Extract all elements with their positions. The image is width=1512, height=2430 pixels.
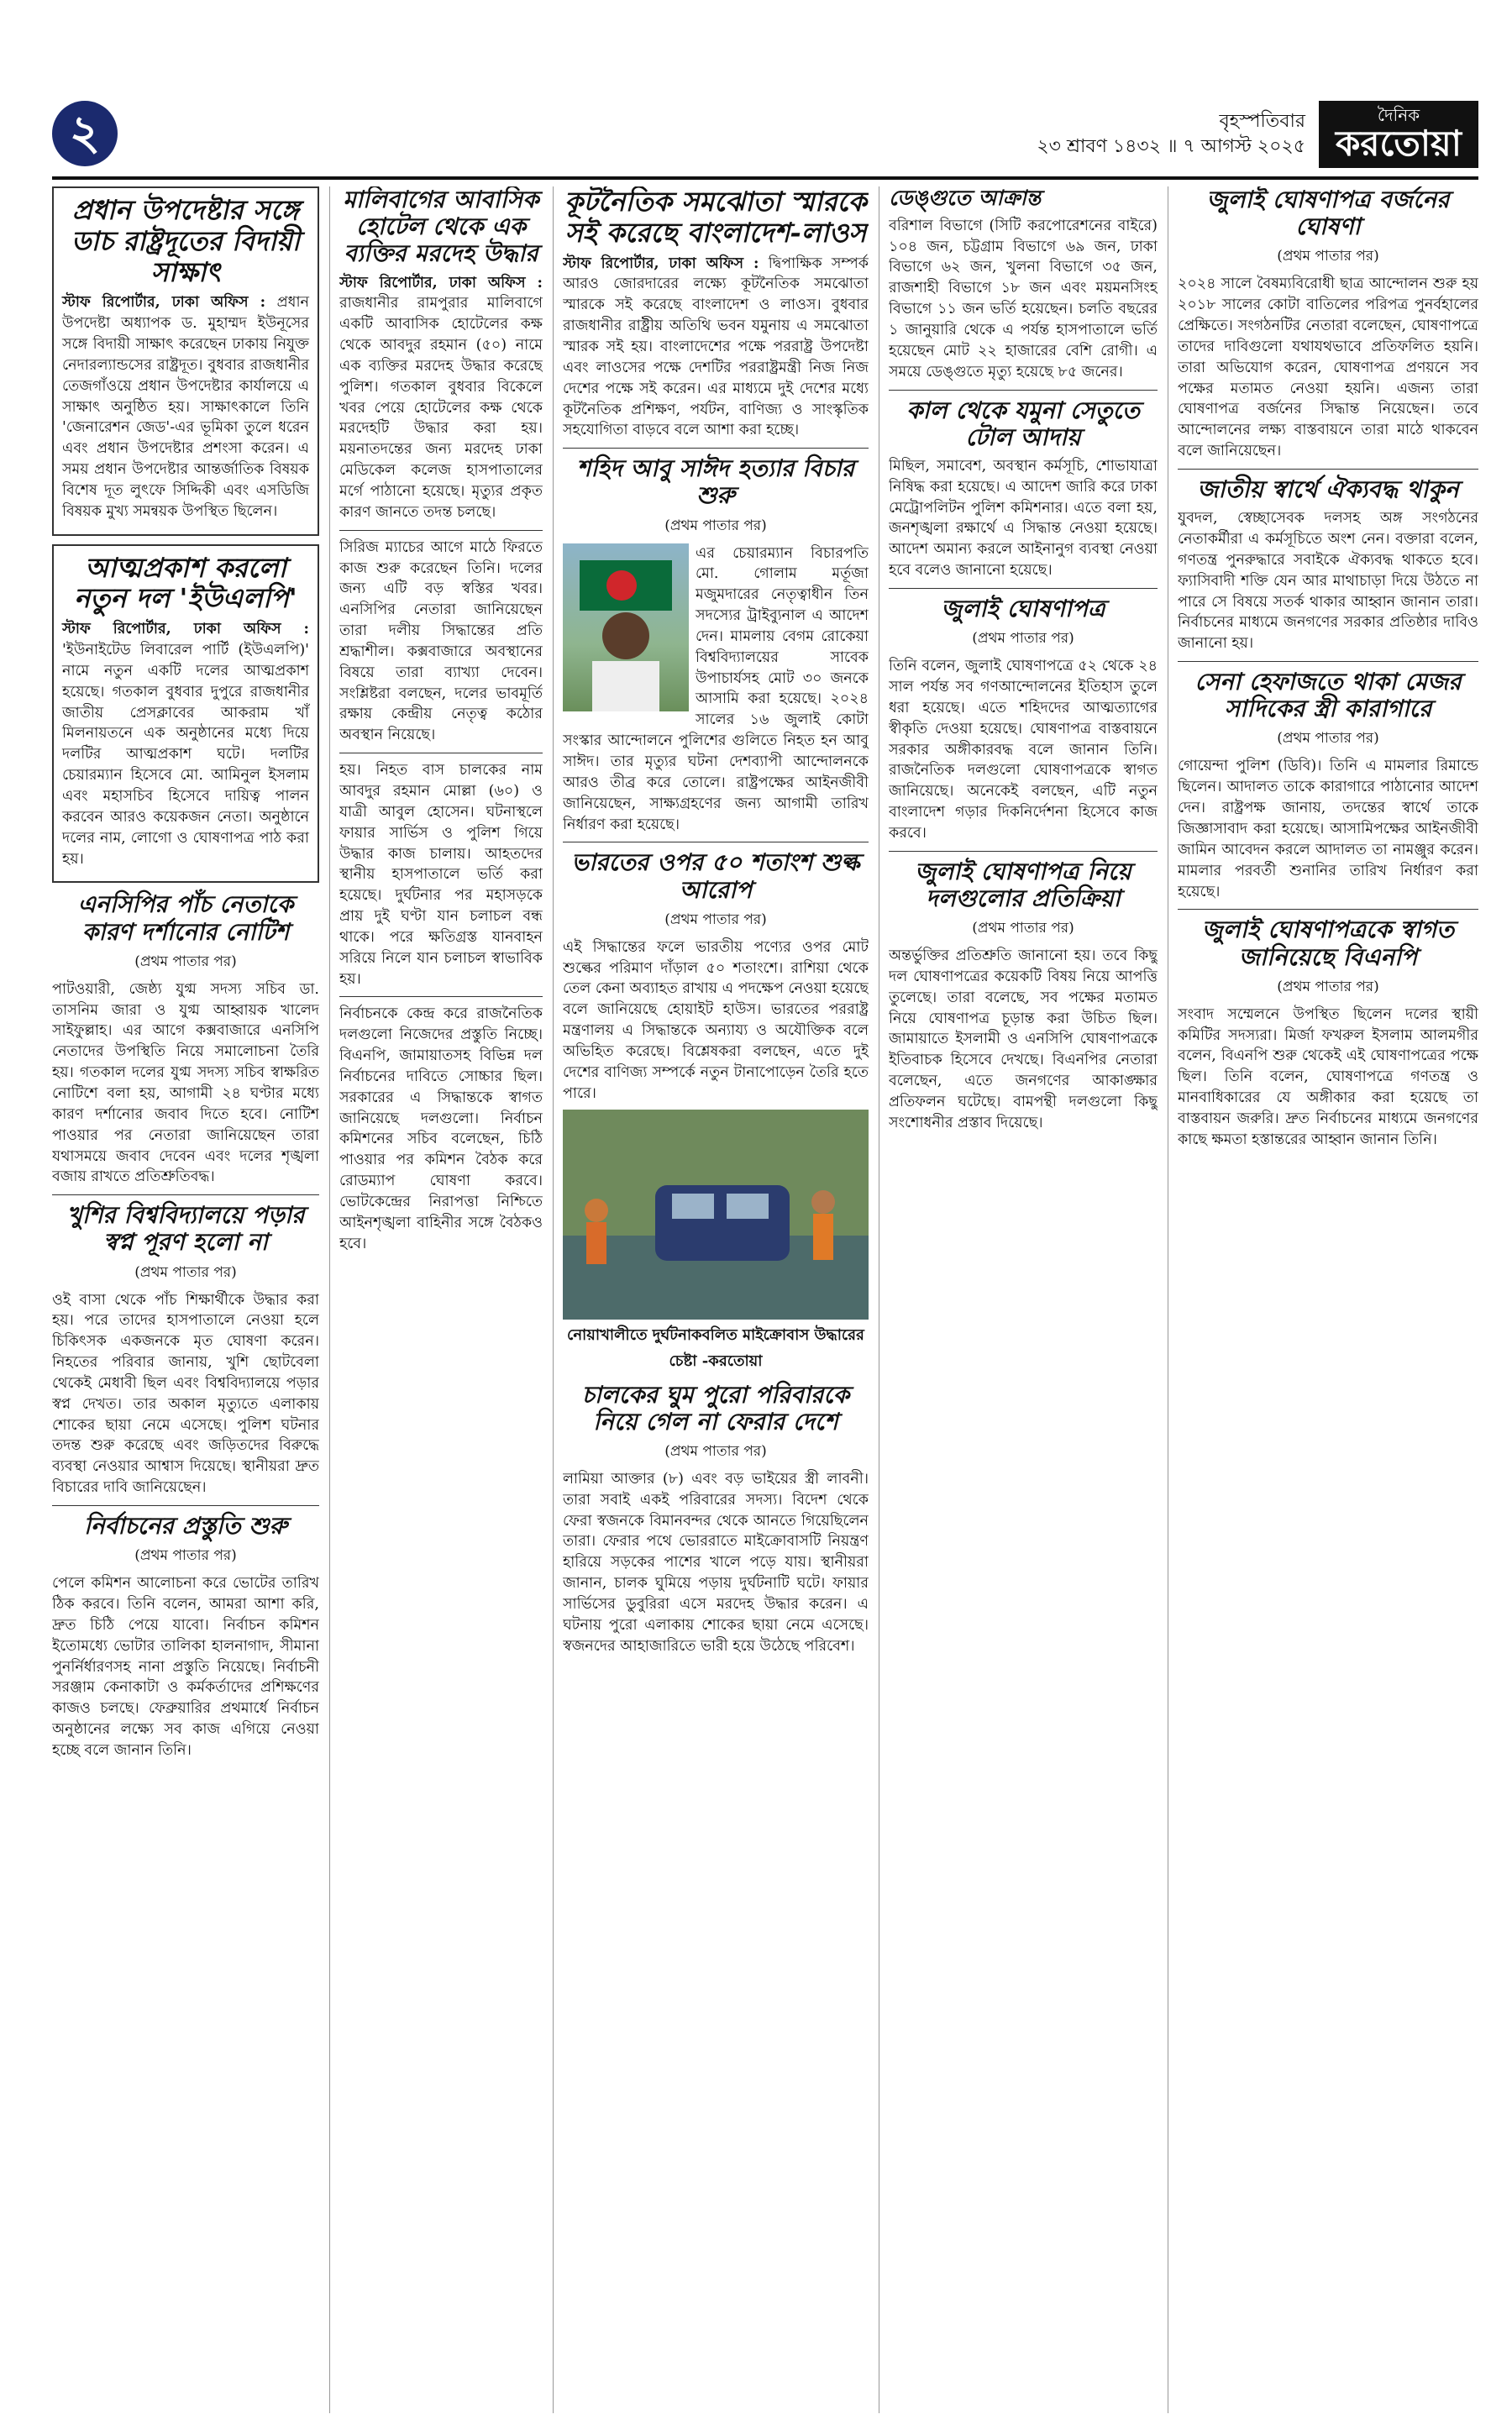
continuation-label: (প্রথম পাতার পর) bbox=[1277, 978, 1379, 995]
article-text: মিছিল, সমাবেশ, অবস্থান কর্মসূচি, শোভাযাত্রা নিষিদ্ধ করা হয়েছে। এ আদেশ জারি করে ঢাকা মেট্রোপলিটন পুলিশ কমিশনার। এতে বলা হয়, জনশৃঙ্খলা রক্ষার্থে এ সিদ্ধান্ত নেওয়া হয়েছে। আদেশ অমান্য করলে আইনানুগ ব্যবস্থা নেওয়া হবে বলেও জানানো হয়েছে। bbox=[889, 457, 1158, 580]
divider bbox=[1178, 909, 1478, 910]
article-text: পাটওয়ারী, জেষ্ঠ্য যুগ্ম সদস্য সচিব ডা. তাসনিম জারা ও যুগ্ম আহ্বায়ক খালেদ সাইফুল্লাহ। এর আগে কক্সবাজারে এনসিপি নেতাদের উপস্থিতি নিয়ে সমালোচনা তৈরি হয়। গতকাল দলের যুগ্ম সদস্য সচিব স্বাক্ষরিত নোটিশে বলা হয়, আগামী ২৪ ঘণ্টার মধ্যে কারণ দর্শানোর জবাব দিতে হবে। নোটিশ পাওয়ার পর নেতারা জানিয়েছেন তারা যথাসময়ে জবাব দেবেন এবং দলের শৃঙ্খলা বজায় রাখতে প্রতিশ্রুতিবদ্ধ। bbox=[52, 980, 319, 1186]
issue-date-text: ২৩ শ্রাবণ ১৪৩২ ॥ ৭ আগস্ট ২০২৫ bbox=[1037, 136, 1305, 157]
headline: জুলাই ঘোষণাপত্র বর্জনের ঘোষণা bbox=[1206, 186, 1450, 241]
article-text: সিরিজ ম্যাচের আগে মাঠে ফিরতে কাজ শুরু করেছেন তিনি। দলের জন্য এটি বড় স্বস্তির খবর। এনসিপির নেতারা জানিয়েছেন তারা দলীয় সিদ্ধান্তের প্রতি শ্রদ্ধাশীল। কক্সবাজারে অবস্থানের বিষয়ে তারা ব্যাখ্যা দেবেন। সংশ্লিষ্টরা বলছেন, দলের ভাবমূর্তি রক্ষায় কেন্দ্রীয় নেতৃত্ব কঠোর অবস্থান নিয়েছে। bbox=[339, 538, 543, 744]
article-body bbox=[563, 254, 869, 442]
article-text: লামিয়া আক্তার (৮) এবং বড় ভাইয়ের স্ত্রী লাবনী। তারা সবাই একই পরিবারের সদস্য। বিদেশ থেকে ফেরা স্বজনকে বিমানবন্দর থেকে আনতে গিয়েছিলেন তারা। ফেরার পথে ভোররাতে মাইক্রোবাসটি নিয়ন্ত্রণ হারিয়ে সড়কের পাশের খালে পড়ে যায়। স্থানীয়রা জানান, চালক ঘুমিয়ে পড়ায় দুর্ঘটনাটি ঘটে। ফায়ার সার্ভিসের ডুবুরিরা এসে মরদেহ উদ্ধার করেন। এ ঘটনায় পুরো এলাকায় শোকের ছায়া নেমে এসেছে। স্বজনদের আহাজারিতে ভারী হয়ে উঠেছে পরিবেশ। bbox=[563, 1470, 869, 1655]
article bbox=[889, 186, 1158, 383]
article-text: যুবদল, স্বেচ্ছাসেবক দলসহ অঙ্গ সংগঠনের নেতাকর্মীরা এ কর্মসূচিতে অংশ নেন। বক্তারা বলেন, গণতন্ত্র পুনরুদ্ধারে সবাইকে ঐক্যবদ্ধ থাকতে হবে। ফ্যাসিবাদী শক্তি যেন আর মাথাচাড়া দিয়ে উঠতে না পারে সে বিষয়ে সতর্ক থাকার আহ্বান জানান তারা। নির্বাচনের মাধ্যমে জনগণের সরকার প্রতিষ্ঠার দাবিও জানানো হয়। bbox=[1178, 510, 1478, 653]
continuation-label: (প্রথম পাতার পর) bbox=[134, 953, 237, 970]
headline: প্রধান উপদেষ্টার সঙ্গে ডাচ রাষ্ট্রদূতের বিদায়ী সাক্ষাৎ bbox=[71, 194, 300, 288]
article bbox=[1178, 916, 1478, 1150]
headline: জুলাই ঘোষণাপত্র নিয়ে দলগুলোর প্রতিক্রিয়া bbox=[915, 857, 1131, 912]
article-text: দ্বিপাক্ষিক সম্পর্ক আরও জোরদারের লক্ষ্যে কূটনৈতিক সমঝোতা স্মারকে সই করেছে বাংলাদেশ ও লাওস। বুধবার রাজধানীর রাষ্ট্রীয় অতিথি ভবন যমুনায় এ সমঝোতা স্মারক সই হয়। বাংলাদেশের পক্ষে পররাষ্ট্র উপদেষ্টা এবং লাওসের পক্ষে দেশটির পররাষ্ট্রমন্ত্রী নিজ নিজ দেশের পক্ষে সই করেন। এর মাধ্যমে দুই দেশের মধ্যে কূটনৈতিক প্রশিক্ষণ, পর্যটন, বাণিজ্য ও সাংস্কৃতিক সহযোগিতা বাড়বে বলে আশা করা হচ্ছে। bbox=[563, 255, 869, 439]
article bbox=[1178, 669, 1478, 902]
continuation-label: (প্রথম পাতার পর) bbox=[664, 1442, 767, 1460]
article bbox=[52, 1202, 319, 1498]
divider bbox=[339, 530, 543, 531]
article bbox=[563, 186, 869, 441]
divider bbox=[889, 390, 1158, 391]
page-number-badge: ২ bbox=[52, 101, 118, 166]
article-text: প্রধান উপদেষ্টা অধ্যাপক ড. মুহাম্মদ ইউনূসের সঙ্গে বিদায়ী সাক্ষাৎ করেছেন ঢাকায় নিযুক্ত নেদারল্যান্ডসের রাষ্ট্রদূত। বুধবার রাজধানীর তেজগাঁওয়ে প্রধান উপদেষ্টার কার্যালয়ে এ সাক্ষাৎ অনুষ্ঠিত হয়। সাক্ষাৎকালে তিনি 'জেনারেশন জেড'-এর ভূমিকা তুলে ধরেন এবং প্রধান উপদেষ্টার প্রশংসা করেন। এ সময় প্রধান উপদেষ্টার আন্তর্জাতিক বিষয়ক বিশেষ দূত লুৎফে সিদ্দিকী এবং এসডিজি বিষয়ক মুখ্য সমন্বয়ক উপস্থিত ছিলেন। bbox=[62, 294, 309, 520]
article-text: তিনি বলেন, জুলাই ঘোষণাপত্রে ৫২ থেকে ২৪ সাল পর্যন্ত সব গণআন্দোলনের ইতিহাস তুলে ধরা হয়েছে। এতে শহিদদের আত্মত্যাগের স্বীকৃতি দেওয়া হয়েছে। ঘোষণাপত্র বাস্তবায়নে সরকার অঙ্গীকারবদ্ধ বলে জানান তিনি। রাজনৈতিক দলগুলো ঘোষণাপত্রকে স্বাগত জানিয়েছে। অনেকেই বলছেন, এটি নতুন বাংলাদেশ গড়ার দিকনির্দেশনা হিসেবে কাজ করবে। bbox=[889, 658, 1158, 842]
article-text: ওই বাসা থেকে পাঁচ শিক্ষার্থীকে উদ্ধার করা হয়। পরে তাদের হাসপাতালে নেওয়া হলে চিকিৎসক একজনকে মৃত ঘোষণা করেন। নিহতের পরিবার জানায়, খুশি ছোটবেলা থেকেই মেধাবী ছিল এবং বিশ্ববিদ্যালয়ে পড়ার স্বপ্ন দেখত। তার অকাল মৃত্যুতে এলাকায় শোকের ছায়া নেমে এসেছে। পুলিশ ঘটনার তদন্ত শুরু করেছে এবং জড়িতদের বিরুদ্ধে ব্যবস্থা নেওয়ার আশ্বাস দিয়েছে। স্থানীয়রা দ্রুত বিচারের দাবি জানিয়েছেন। bbox=[52, 1291, 319, 1497]
continuation-label: (প্রথম পাতার পর) bbox=[972, 630, 1074, 648]
continuation-label: (প্রথম পাতার পর) bbox=[664, 517, 767, 534]
accident-photo bbox=[563, 1110, 869, 1320]
article-text: এই সিদ্ধান্তের ফলে ভারতীয় পণ্যের ওপর মোট শুল্কের পরিমাণ দাঁড়াল ৫০ শতাংশে। রাশিয়া থেকে তেল কেনা অব্যাহত রাখায় এ পদক্ষেপ নেওয়া হয়েছে বলে জানিয়েছে হোয়াইট হাউস। ভারতের পররাষ্ট্র মন্ত্রণালয় এ সিদ্ধান্তকে অন্যায্য ও অযৌক্তিক বলে অভিহিত করেছে। বিশ্লেষকরা বলছেন, এতে দুই দেশের বাণিজ্য সম্পর্কে নতুন টানাপোড়েন তৈরি হতে পারে। bbox=[563, 938, 869, 1102]
headline: সেনা হেফাজতে থাকা মেজর সাদিকের স্ত্রী কারাগারে bbox=[1194, 668, 1462, 723]
article bbox=[52, 1513, 319, 1761]
newspaper-logo bbox=[1319, 101, 1478, 168]
headline: জাতীয় স্বার্থে ঐক্যবদ্ধ থাকুন bbox=[1197, 475, 1459, 503]
divider bbox=[889, 851, 1158, 852]
issue-date bbox=[1037, 109, 1305, 160]
column-3 bbox=[563, 186, 869, 2412]
logo-title: করতোয়া bbox=[1336, 123, 1462, 164]
article-body bbox=[62, 292, 309, 522]
divider bbox=[52, 1505, 319, 1506]
column-4 bbox=[889, 186, 1158, 2412]
article bbox=[889, 397, 1158, 581]
article bbox=[563, 455, 869, 835]
headline: খুশির বিশ্ববিদ্যালয়ে পড়ার স্বপ্ন পূরণ হলো না bbox=[66, 1201, 305, 1257]
logo-small-text: দৈনিক bbox=[1377, 105, 1420, 125]
article bbox=[339, 186, 543, 523]
article bbox=[52, 186, 319, 536]
divider bbox=[889, 588, 1158, 589]
divider bbox=[1178, 469, 1478, 470]
article-text: হয়। নিহত বাস চালকের নাম আবদুর রহমান মোল্লা (৬০) ও যাত্রী আবুল হোসেন। ঘটনাস্থলে ফায়ার সার্ভিস ও পুলিশ গিয়ে উদ্ধার কাজ চালায়। আহতদের স্থানীয় হাসপাতালে ভর্তি করা হয়েছে। দুর্ঘটনার পর মহাসড়কে প্রায় দুই ঘণ্টা যান চলাচল বন্ধ থাকে। পরে ক্ষতিগ্রস্ত যানবাহন সরিয়ে নিলে যান চলাচল স্বাভাবিক হয়। bbox=[339, 762, 543, 988]
person-photo-illustration bbox=[563, 543, 689, 711]
continuation-label: (প্রথম পাতার পর) bbox=[664, 911, 767, 928]
headline: চালকের ঘুম পুরো পরিবারকে নিয়ে গেল না ফেরার দেশে bbox=[581, 1380, 850, 1435]
article bbox=[1178, 476, 1478, 654]
divider bbox=[52, 1194, 319, 1195]
article bbox=[52, 891, 319, 1188]
headline: ডেঙ্গুতে আক্রান্ত bbox=[889, 186, 1042, 210]
article bbox=[563, 1382, 869, 1657]
column-1 bbox=[52, 186, 319, 2412]
continuation-label: (প্রথম পাতার পর) bbox=[134, 1547, 237, 1565]
byline: স্টাফ রিপোর্টার, ঢাকা অফিস : bbox=[339, 274, 543, 291]
headline: নির্বাচনের প্রস্তুতি শুরু bbox=[83, 1512, 288, 1540]
divider bbox=[339, 996, 543, 997]
article-text: এর চেয়ারম্যান বিচারপতি মো. গোলাম মর্তূজা মজুমদারের নেতৃত্বাধীন তিন সদস্যের ট্রাইব্যুনাল এ আদেশ দেন। মামলায় বেগম রোকেয়া বিশ্ববিদ্যালয়ের সাবেক উপাচার্যসহ মোট ৩০ জনকে আসামি করা হয়েছে। ২০২৪ সালের ১৬ জুলাই কোটা সংস্কার আন্দোলনে পুলিশের গুলিতে নিহত হন আবু সাঈদ। তার মৃত্যুর ঘটনা দেশব্যাপী আন্দোলনকে আরও তীব্র করে তোলে। রাষ্ট্রপক্ষের আইনজীবী জানিয়েছেন, সাক্ষ্যগ্রহণের জন্য আগামী তারিখ নির্ধারণ করা হয়েছে। bbox=[563, 544, 869, 833]
article bbox=[563, 849, 869, 1104]
headline: জুলাই ঘোষণাপত্র bbox=[941, 594, 1105, 622]
article bbox=[889, 596, 1158, 844]
byline: স্টাফ রিপোর্টার, ঢাকা অফিস : bbox=[563, 255, 759, 272]
article bbox=[52, 544, 319, 884]
column-5 bbox=[1178, 186, 1478, 2412]
masthead-right bbox=[1037, 101, 1478, 168]
article-body bbox=[339, 273, 543, 523]
article bbox=[889, 858, 1158, 1134]
article-text: পেলে কমিশন আলোচনা করে ভোটের তারিখ ঠিক করবে। তিনি বলেন, আমরা আশা করি, দ্রুত চিঠি পেয়ে যাবো। নির্বাচন কমিশন ইতোমধ্যে ভোটার তালিকা হালনাগাদ, সীমানা পুনর্নির্ধারণসহ নানা প্রস্তুতি নিয়েছে। নির্বাচনী সরঞ্জাম কেনাকাটা ও কর্মকর্তাদের প্রশিক্ষণের কাজও চলছে। ফেব্রুয়ারির প্রথমার্ধে নির্বাচন অনুষ্ঠানের লক্ষ্যে সব কাজ এগিয়ে নেওয়া হচ্ছে বলে জানান তিনি। bbox=[52, 1575, 319, 1759]
accident-photo-illustration bbox=[563, 1110, 869, 1320]
headline: শহিদ আবু সাঈদ হত্যার বিচার শুরু bbox=[576, 454, 855, 510]
article-text: 'ইউনাইটেড লিবারেল পার্টি (ইউএলপি)' নামে নতুন একটি দলের আত্মপ্রকাশ হয়েছে। গতকাল বুধবার দুপুরে রাজধানীর জাতীয় প্রেসক্লাবের আকরাম খাঁ মিলনায়তনে এক অনুষ্ঠানের মধ্যে দিয়ে দলটির আত্মপ্রকাশ ঘটে। দলটির চেয়ারম্যান হিসেবে মো. আমিনুল ইসলাম এবং মহাসচিব হিসেবে দায়িত্ব পালন করবেন আরও কয়েকজন নেতা। অনুষ্ঠানে দলের নাম, লোগো ও ঘোষণাপত্র পাঠ করা হয়। bbox=[62, 642, 309, 868]
headline: কূটনৈতিক সমঝোতা স্মারকে সই করেছে বাংলাদেশ-লাওস bbox=[564, 186, 867, 249]
article-text: রাজধানীর রামপুরার মালিবাগে একটি আবাসিক হোটেলের কক্ষ থেকে আবদুর রহমান (৫০) নামে এক ব্যক্তির মরদেহ উদ্ধার করেছে পুলিশ। গতকাল বুধবার বিকেলে খবর পেয়ে হোটেলের কক্ষ থেকে মরদেহটি উদ্ধার করা হয়। ময়নাতদন্তের জন্য মরদেহ ঢাকা মেডিকেল কলেজ হাসপাতালের মর্গে পাঠানো হয়েছে। মৃত্যুর প্রকৃত কারণ জানতে তদন্ত চলছে। bbox=[339, 295, 543, 521]
headline: জুলাই ঘোষণাপত্রকে স্বাগত জানিয়েছে বিএনপি bbox=[1201, 916, 1455, 971]
continuation-label: (প্রথম পাতার পর) bbox=[1277, 248, 1379, 265]
article bbox=[1178, 186, 1478, 462]
column-divider bbox=[329, 186, 330, 2413]
divider bbox=[1178, 661, 1478, 662]
headline: কাল থেকে যমুনা সেতুতে টোল আদায় bbox=[906, 396, 1140, 451]
article-text: নির্বাচনকে কেন্দ্র করে রাজনৈতিক দলগুলো নিজেদের প্রস্তুতি নিচ্ছে। বিএনপি, জামায়াতসহ বিভিন্ন দল নির্বাচনের দাবিতে সোচ্চার ছিল। সরকারের এ সিদ্ধান্তকে স্বাগত জানিয়েছে দলগুলো। নির্বাচন কমিশনের সচিব বলেছেন, চিঠি পাওয়ার পর কমিশন বৈঠক করে রোডম্যাপ ঘোষণা করবে। ভোটকেন্দ্রের নিরাপত্তা নিশ্চিতে আইনশৃঙ্খলা বাহিনীর সঙ্গে বৈঠকও হবে। bbox=[339, 1005, 543, 1252]
continuation-label: (প্রথম পাতার পর) bbox=[1277, 730, 1379, 748]
headline: আত্মপ্রকাশ করলো নতুন দল 'ইউএলপি' bbox=[74, 551, 297, 615]
masthead bbox=[0, 0, 1512, 164]
divider bbox=[563, 448, 869, 449]
portrait-photo bbox=[563, 543, 689, 711]
masthead-rule bbox=[52, 176, 1478, 180]
headline: মালিবাগের আবাসিক হোটেল থেকে এক ব্যক্তির মরদেহ উদ্ধার bbox=[343, 186, 539, 268]
article-text: বরিশাল বিভাগে (সিটি করপোরেশনের বাইরে) ১০৪ জন, চট্টগ্রাম বিভাগে ৬৯ জন, ঢাকা বিভাগে ৬২ জন, খুলনা বিভাগে ৩৫ জন, রাজশাহী বিভাগে ১৮ জন এবং ময়মনসিংহ বিভাগে ১১ জন ভর্তি হয়েছেন। চলতি বছরের ১ জানুয়ারি থেকে এ পর্যন্ত হাসপাতালে ভর্তি হয়েছেন মোট ২২ হাজারের বেশি রোগী। এ সময়ে ডেঙ্গুতে মৃত্যু হয়েছে ৮৫ জনের। bbox=[889, 217, 1158, 381]
article-text: সংবাদ সম্মেলনে উপস্থিত ছিলেন দলের স্থায়ী কমিটির সদস্যরা। মির্জা ফখরুল ইসলাম আলমগীর বলেন, বিএনপি শুরু থেকেই এই ঘোষণাপত্রের পক্ষে ছিল। তিনি বলেন, ঘোষণাপত্রে গণতন্ত্র ও মানবাধিকারের যে অঙ্গীকার করা হয়েছে তা বাস্তবায়ন জরুরি। দ্রুত নির্বাচনের মাধ্যমে জনগণের কাছে ক্ষমতা হস্তান্তরের আহ্বান জানান তিনি। bbox=[1178, 1005, 1478, 1148]
column-2 bbox=[339, 186, 543, 2412]
continuation-label: (প্রথম পাতার পর) bbox=[972, 920, 1074, 937]
issue-day: বৃহস্পতিবার bbox=[1219, 111, 1305, 132]
continuation-label: (প্রথম পাতার পর) bbox=[134, 1263, 237, 1281]
byline: স্টাফ রিপোর্টার, ঢাকা অফিস : bbox=[62, 294, 266, 312]
headline: এনসিপির পাঁচ নেতাকে কারণ দর্শানোর নোটিশ bbox=[77, 890, 294, 946]
headline: ভারতের ওপর ৫০ শতাংশ শুল্ক আরোপ bbox=[571, 848, 860, 904]
article-text: অন্তর্ভুক্তির প্রতিশ্রুতি জানানো হয়। তবে কিছু দল ঘোষণাপত্রের কয়েকটি বিষয় নিয়ে আপত্তি তুলেছে। তারা বলেছে, সব পক্ষের মতামত নিয়ে ঘোষণাপত্র চূড়ান্ত করা উচিত ছিল। জামায়াতে ইসলামী ও এনসিপি ঘোষণাপত্রকে ইতিবাচক হিসেবে দেখছে। বিএনপির নেতারা বলেছেন, এতে জনগণের আকাঙ্ক্ষার প্রতিফলন ঘটেছে। বামপন্থী দলগুলো কিছু সংশোধনীর প্রস্তাব দিয়েছে। bbox=[889, 947, 1158, 1131]
byline: স্টাফ রিপোর্টার, ঢাকা অফিস : bbox=[62, 621, 309, 638]
column-divider bbox=[553, 186, 554, 2413]
photo-caption: নোয়াখালীতে দুর্ঘটনাকবলিত মাইক্রোবাস উদ্ধারের চেষ্টা -করতোয়া bbox=[567, 1325, 864, 1370]
article-text: গোয়েন্দা পুলিশ (ডিবি)। তিনি এ মামলার রিমান্ডে ছিলেন। আদালত তাকে কারাগারে পাঠানোর আদেশ দেন। রাষ্ট্রপক্ষ জানায়, তদন্তের স্বার্থে তাকে জিজ্ঞাসাবাদ করা হয়েছে। আসামিপক্ষের আইনজীবী জামিন আবেদন করলে আদালত তা নামঞ্জুর করেন। মামলার পরবর্তী শুনানির তারিখ নির্ধারণ করা হয়েছে। bbox=[1178, 758, 1478, 900]
article-text: ২০২৪ সালে বৈষম্যবিরোধী ছাত্র আন্দোলন শুরু হয় ২০১৮ সালের কোটা বাতিলের পরিপত্র পুনর্বহালের প্রেক্ষিতে। সংগঠনটির নেতারা বলেছেন, ঘোষণাপত্রে তাদের দাবিগুলো যথাযথভাবে প্রতিফলিত হয়নি। তারা অভিযোগ করেন, ঘোষণাপত্র প্রণয়নে সব পক্ষের মতামত নেওয়া হয়নি। এজন্য তারা ঘোষণাপত্র বর্জনের সিদ্ধান্ত নিয়েছেন। তবে আন্দোলনের লক্ষ্য বাস্তবায়নে তারা মাঠে থাকবেন বলে জানিয়েছেন। bbox=[1178, 276, 1478, 460]
article-body bbox=[62, 619, 309, 869]
